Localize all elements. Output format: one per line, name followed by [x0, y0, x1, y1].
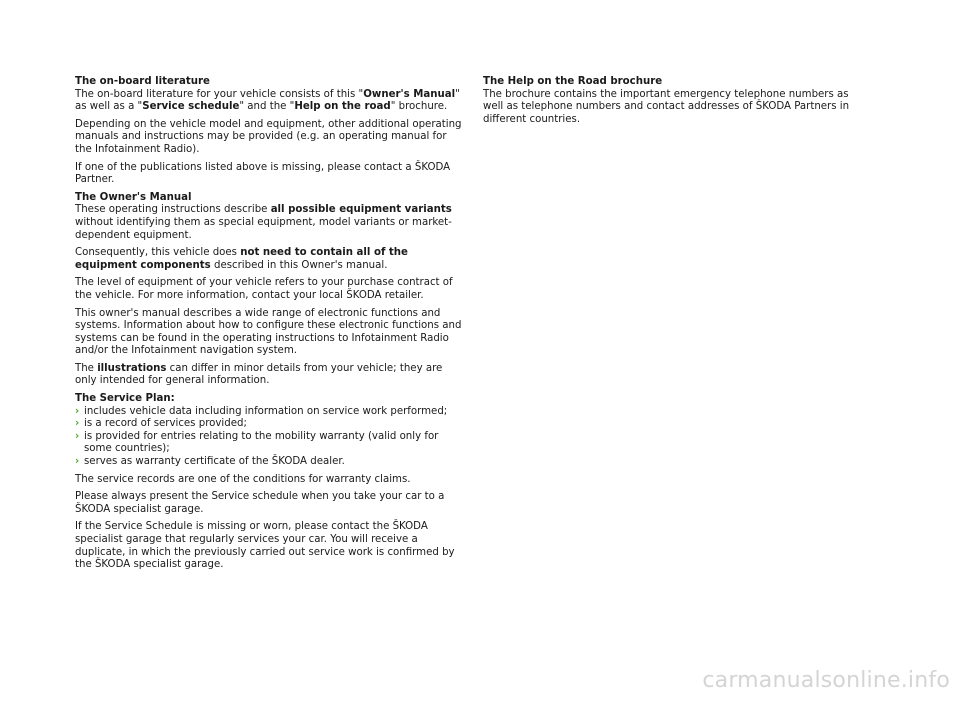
owners-manual-section [75, 192, 463, 242]
service-plan-list [75, 406, 463, 469]
onboard-paragraph-1 [75, 89, 463, 114]
owners-manual-paragraph-1 [75, 204, 463, 242]
service-plan-paragraph-3: If the Service Schedule is missing or worn, please contact the ŠKODA specialist garage that regularly services your car. You will receive a duplicate, in which the previously carried out service work is confirmed by the ŠKODA specialist garage. [75, 521, 455, 571]
onboard-heading: The on-board literature [75, 76, 210, 87]
owners-manual-emphasis: Owner's Manual [363, 88, 456, 100]
onboard-paragraph-2: Depending on the vehicle model and equipment, other additional operating manuals and instructions may be provided (e.g. an operating manual for the Infotainment Radio). [75, 118, 462, 155]
owners-manual-paragraph-3: The level of equipment of your vehicle refers to your purchase contract of the vehicle. For more information, contact your local ŠKODA retailer. [75, 277, 453, 301]
service-plan-paragraph-2: Please always present the Service schedule when you take your car to a ŠKODA specialist garage. [75, 491, 445, 515]
list-item-text: includes vehicle data including information on service work performed; [84, 405, 448, 417]
list-item [75, 431, 463, 456]
onboard-section [75, 76, 463, 114]
service-plan-heading: The Service Plan: [75, 393, 175, 405]
help-on-road-emphasis: Help on the road [294, 101, 391, 113]
onboard-paragraph-3: If one of the publications listed above is missing, please contact a ŠKODA Partner. [75, 161, 451, 186]
service-plan-paragraph-1: The service records are one of the conditions for warranty claims. [75, 473, 411, 485]
site-watermark: carmanualsonline.info [702, 668, 950, 693]
left-column [75, 76, 463, 577]
text-run: The [75, 362, 98, 374]
text-run: The on-board literature for your vehicle consists of this " [75, 88, 364, 100]
help-on-road-heading: The Help on the Road brochure [483, 76, 663, 87]
chevron-right-icon: › [75, 418, 80, 430]
text-run: without identifying them as special equipment, model variants or market-dependent equipment. [75, 216, 452, 241]
list-item-text: serves as warranty certificate of the ŠKODA dealer. [84, 456, 345, 468]
list-item [75, 418, 463, 431]
help-on-road-paragraph: The brochure contains the important emergency telephone numbers as well as telephone numbers and contact addresses of ŠKODA Partners in different countries. [483, 88, 850, 125]
text-run: Consequently, this vehicle does [75, 247, 241, 259]
list-item-text: is provided for entries relating to the mobility warranty (valid only for some countries); [84, 430, 439, 455]
list-item-text: is a record of services provided; [84, 418, 247, 430]
text-run: " as well as a " [75, 88, 460, 113]
text-run: " brochure. [390, 101, 448, 113]
owners-manual-paragraph-4: This owner's manual describes a wide range of electronic functions and systems. Information about how to configure these electronic functions and systems can be found in the operating instructions to Infotainment Radio and/or the Infotainment navigation system. [75, 307, 462, 357]
text-run: described in this Owner's manual. [210, 259, 388, 271]
owners-manual-paragraph-2 [75, 247, 463, 272]
text-run: " and the " [239, 101, 295, 113]
owners-manual-paragraph-5 [75, 363, 463, 388]
equipment-components-emphasis: not need to contain all of the equipment components [75, 247, 408, 271]
illustrations-emphasis: illustrations [97, 362, 167, 374]
right-column [483, 76, 871, 131]
chevron-right-icon: › [75, 430, 80, 442]
list-item [75, 406, 463, 419]
text-run: can differ in minor details from your vehicle; they are only intended for general information. [75, 362, 443, 387]
equipment-variants-emphasis: all possible equipment variants [270, 204, 452, 216]
owners-manual-heading: The Owner's Manual [75, 191, 192, 203]
list-item [75, 456, 463, 469]
service-schedule-emphasis: Service schedule [142, 101, 240, 113]
chevron-right-icon: › [75, 456, 80, 468]
text-run: These operating instructions describe [75, 204, 271, 216]
chevron-right-icon: › [75, 405, 80, 417]
